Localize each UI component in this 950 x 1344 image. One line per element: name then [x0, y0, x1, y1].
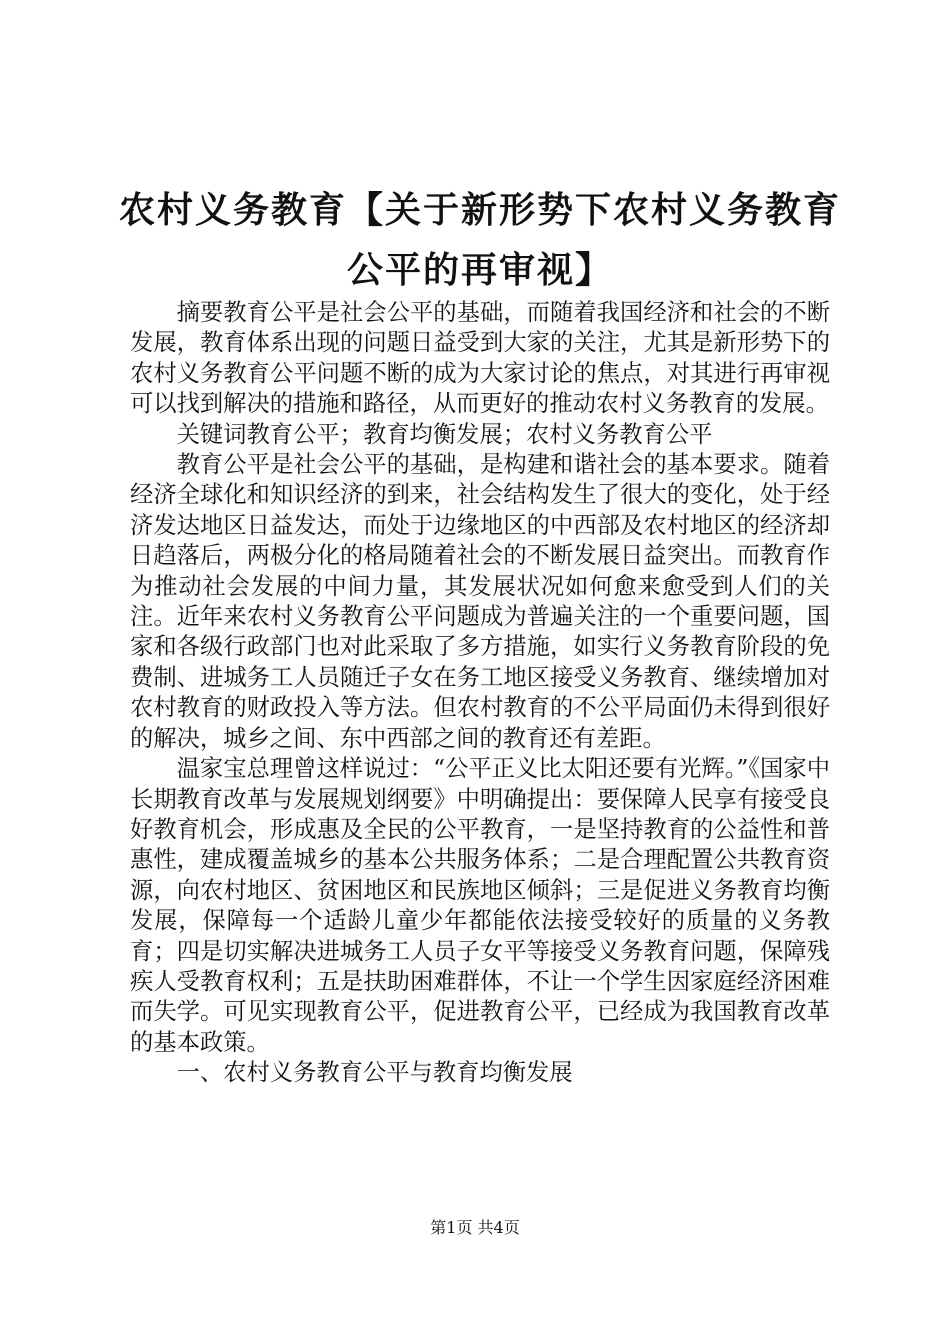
- body-paragraph: 教育公平是社会公平的基础，是构建和谐社会的基本要求。随着经济全球化和知识经济的到来，社会结构发生了很大的变化，处于经济发达地区日益发达，而处于边缘地区的中西部及农村地区的经济却日趋落后，两极分化的格局随着社会的不断发展日益突出。而教育作为推动社会发展的中间力量，其发展状况如何愈来愈受到人们的关注。近年来农村义务教育公平问题成为普遍关注的一个重要问题，国家和各级行政部门也对此采取了多方措施，如实行义务教育阶段的免费制、进城务工人员随迁子女在务工地区接受义务教育、继续增加对农村教育的财政投入等方法。但农村教育的不公平局面仍未得到很好的解决，城乡之间、东中西部之间的教育还有差距。: [130, 451, 830, 752]
- body-paragraph: 温家宝总理曾这样说过：“公平正义比太阳还要有光辉。”《国家中长期教育改革与发展规划纲要》中明确提出：要保障人民享有接受良好教育机会，形成惠及全民的公平教育，一是坚持教育的公益性和普惠性，建成覆盖城乡的基本公共服务体系；二是合理配置公共教育资源，向农村地区、贫困地区和民族地区倾斜；三是促进义务教育均衡发展，保障每一个适龄儿童少年都能依法接受较好的质量的义务教育；四是切实解决进城务工人员子女平等接受义务教育问题，保障残疾人受教育权利；五是扶助困难群体，不让一个学生因家庭经济困难而失学。可见实现教育公平，促进教育公平，已经成为我国教育改革的基本政策。: [130, 755, 830, 1056]
- keywords-paragraph: 关键词教育公平；教育均衡发展；农村义务教育公平: [176, 420, 713, 448]
- abstract-paragraph: 摘要教育公平是社会公平的基础，而随着我国经济和社会的不断发展，教育体系出现的问题日益受到大家的关注，尤其是新形势下的农村义务教育公平问题不断的成为大家讨论的焦点，对其进行再审视可以找到解决的措施和路径，从而更好的推动农村义务教育的发展。: [130, 299, 830, 418]
- document-title: 农村义务教育【关于新形势下农村义务教育公平的再审视】: [118, 189, 841, 291]
- section-heading: 一、农村义务教育公平与教育均衡发展: [176, 1059, 573, 1087]
- page-footer: 第1页 共4页: [430, 1218, 520, 1237]
- document-body: [130, 298, 830, 1089]
